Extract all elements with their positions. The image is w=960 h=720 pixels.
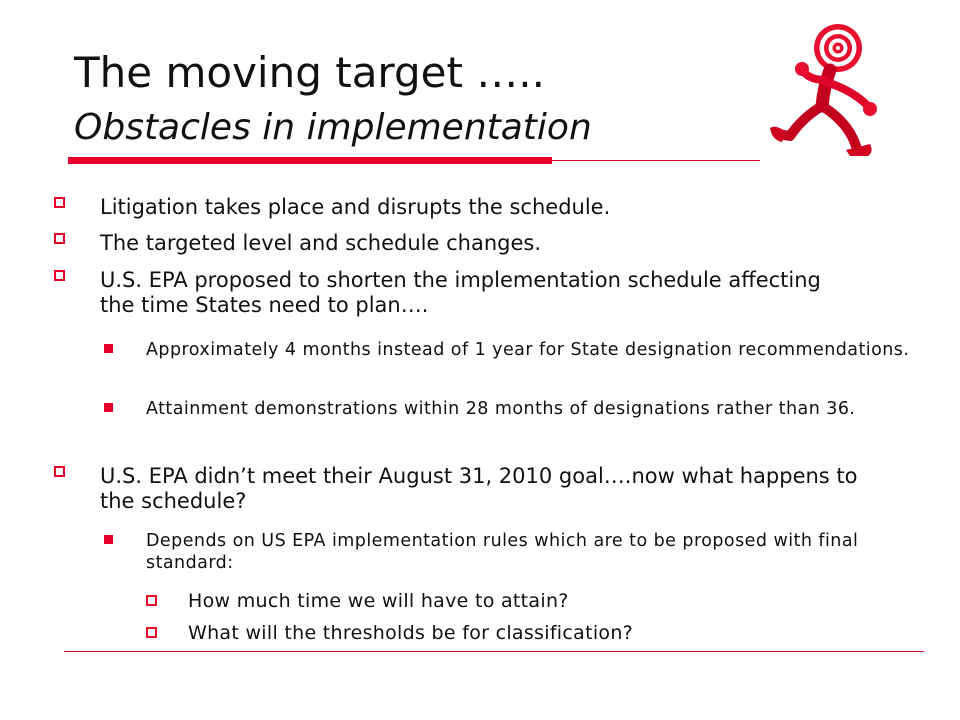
bullet-epa-shorten: U.S. EPA proposed to shorten the implementation schedule affecting the time States need to plan…. [100,268,821,317]
bullet-targeted-level: The targeted level and schedule changes. [100,231,541,255]
bullet-litigation: Litigation takes place and disrupts the schedule. [100,195,611,219]
subbullet-attainment: Attainment demonstrations within 28 months of designations rather than 36. [146,399,856,419]
subbullet-depends: Depends on US EPA implementation rules which are to be proposed with final standard: [146,531,859,573]
hollow-square-bullet-icon [146,595,157,606]
footer-divider [64,651,924,652]
filled-square-bullet-icon [104,535,113,544]
subsubbullet-how-much-time: How much time we will have to attain? [188,590,569,612]
filled-square-bullet-icon [104,344,113,353]
slide-title: The moving target ….. [74,48,545,97]
hollow-square-bullet-icon [54,233,65,244]
filled-square-bullet-icon [104,403,113,412]
bullet-epa-goal: U.S. EPA didn’t meet their August 31, 2010 goal….now what happens to the schedule? [100,464,858,513]
hollow-square-bullet-icon [146,627,157,638]
subbullet-approx-months: Approximately 4 months instead of 1 year for State designation recommendations. [146,340,910,360]
hollow-square-bullet-icon [54,270,65,281]
hollow-square-bullet-icon [54,197,65,208]
slide-subtitle: Obstacles in implementation [74,107,592,148]
hollow-square-bullet-icon [54,466,65,477]
subsubbullet-thresholds: What will the thresholds be for classification? [188,622,634,644]
